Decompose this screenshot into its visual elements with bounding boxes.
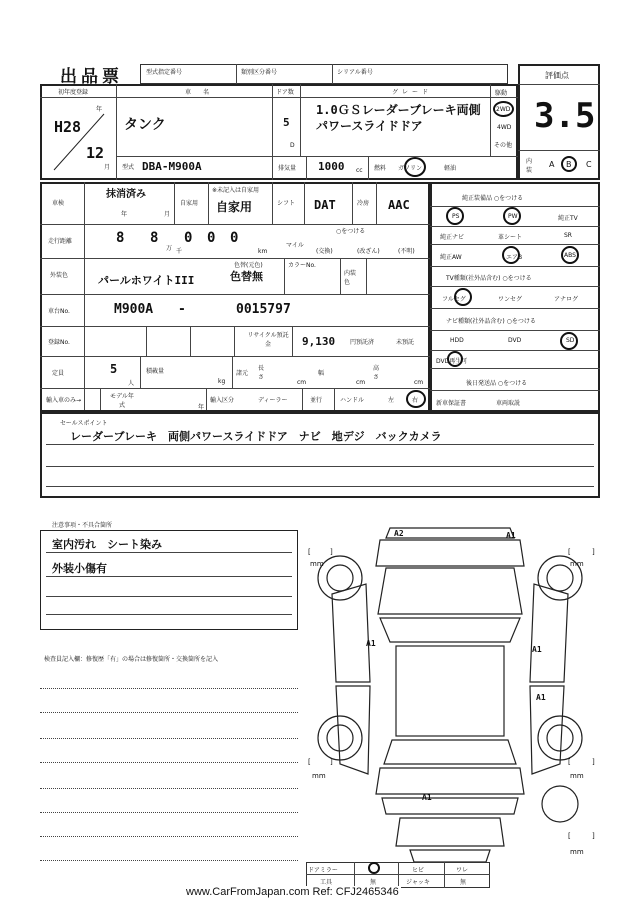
drive-2wd-circle bbox=[493, 101, 514, 117]
svg-text:[: [ bbox=[568, 548, 571, 556]
chassis-label: 車台No. bbox=[48, 308, 70, 315]
footer-watermark[interactable]: www.CarFromJapan.com Ref: CFJ2465346 bbox=[186, 886, 399, 898]
equip-pw-circle bbox=[503, 207, 521, 225]
car-name: タンク bbox=[124, 117, 166, 133]
capacity-unit: 人 bbox=[128, 380, 135, 387]
doors-value: 5 bbox=[283, 116, 290, 129]
mileage-unknown: (不明) bbox=[398, 248, 415, 255]
svg-text:mm: mm bbox=[310, 560, 324, 568]
fuel-diesel: 軽油 bbox=[444, 165, 457, 172]
shift-value: DAT bbox=[314, 198, 336, 212]
crack-label: ヒビ bbox=[412, 867, 425, 874]
equip-ps-circle bbox=[446, 207, 464, 225]
sales-points-text: レーダーブレーキ 両側パワースライドドア ナビ 地デジ バックカメラ bbox=[70, 430, 442, 443]
insp-year-unit: 年 bbox=[121, 211, 128, 218]
recycle-value: 9,130 bbox=[302, 335, 336, 348]
damage-a1-right: A1 bbox=[532, 645, 542, 654]
door-mirror-circle bbox=[368, 862, 380, 874]
svg-text:]: ] bbox=[330, 758, 333, 766]
mileage-label: 走行距離 bbox=[48, 238, 73, 245]
sales-points-label: セールスポイント bbox=[60, 420, 108, 427]
drive-label: 駆動 bbox=[495, 90, 508, 97]
equip-aw: 純正AW bbox=[440, 254, 462, 261]
jack-none: 無 bbox=[460, 879, 467, 886]
handle-label: ハンドル bbox=[340, 397, 365, 404]
inspection-value: 抹消済み bbox=[106, 189, 146, 200]
svg-text:[: [ bbox=[308, 758, 311, 766]
specs-block bbox=[40, 182, 430, 412]
width-label: 幅 bbox=[318, 370, 325, 377]
equip-leather: 革シート bbox=[498, 234, 523, 241]
interior-c: C bbox=[586, 160, 592, 169]
month-unit: 月 bbox=[104, 164, 111, 171]
import-parallel: 並行 bbox=[310, 397, 323, 404]
fuel-gasoline: ガソリン bbox=[398, 165, 423, 172]
model-year-label: モデル年式 bbox=[110, 393, 134, 409]
doors-unit: D bbox=[290, 142, 295, 149]
grade-label: グレード bbox=[392, 89, 433, 96]
repaint-label: 色替(元色) bbox=[234, 262, 263, 269]
displacement-unit: cc bbox=[356, 167, 363, 174]
car-name-label: 車名 bbox=[185, 89, 222, 96]
color-no-label: カラーNo. bbox=[288, 262, 316, 269]
import-year-unit: 年 bbox=[198, 404, 205, 411]
later-manual: 車両取説 bbox=[496, 400, 521, 407]
equip-airbag: エアB bbox=[506, 254, 523, 261]
svg-text:[: [ bbox=[568, 832, 571, 840]
damage-a2: A2 bbox=[394, 529, 404, 538]
grade-value: 1.0ＧＳレーダーブレーキ両側パワースライドドア bbox=[316, 103, 481, 133]
interior-label: 内装 bbox=[526, 158, 533, 174]
interior-a: A bbox=[549, 160, 555, 169]
id-strip bbox=[140, 64, 508, 84]
color-value: パールホワイトIII bbox=[98, 274, 195, 287]
break-label: ワレ bbox=[456, 867, 469, 874]
equip-airbag-circle bbox=[502, 246, 523, 264]
drive-2wd: 2WD bbox=[496, 106, 511, 113]
capacity-value: 5 bbox=[110, 362, 118, 376]
page-title: 出品票 bbox=[60, 67, 123, 87]
tv-title: TV種類(社外品含む) ○をつける bbox=[446, 275, 532, 282]
interior-b: B bbox=[566, 160, 572, 169]
mileage-exchange: (交換) bbox=[316, 248, 333, 255]
load-unit: kg bbox=[218, 378, 226, 385]
model-value: DBA-M900A bbox=[142, 160, 202, 173]
recycle-paid: 円預託済 bbox=[350, 339, 375, 346]
inspection-label: 車検 bbox=[52, 200, 65, 207]
svg-text:[: [ bbox=[568, 758, 571, 766]
mileage-d5: 0 bbox=[230, 230, 239, 246]
score-label: 評価点 bbox=[545, 71, 569, 80]
first-reg-label: 初年度登録 bbox=[58, 89, 89, 96]
later-title: 後日発送品 ○をつける bbox=[466, 380, 528, 387]
tv-analog: アナログ bbox=[554, 296, 579, 303]
displacement-value: 1000 bbox=[318, 160, 345, 173]
interior-b-circle bbox=[561, 156, 577, 172]
mile-label: マイル bbox=[286, 242, 304, 249]
import-label: 輸入車のみ→ bbox=[46, 397, 82, 404]
length-cm: cm bbox=[297, 379, 307, 386]
equip-pw: PW bbox=[508, 213, 518, 220]
mileage-d3: 0 bbox=[184, 230, 193, 246]
height-cm: cm bbox=[414, 379, 424, 386]
mileage-d4: 0 bbox=[207, 230, 216, 246]
model-label: 型式 bbox=[122, 164, 135, 171]
navi-title: ナビ種類(社外品含む) ○をつける bbox=[446, 318, 536, 325]
svg-text:]: ] bbox=[592, 832, 595, 840]
load-label: 積載量 bbox=[146, 368, 165, 375]
damage-a1-rear: A1 bbox=[422, 793, 432, 802]
notes-label: 注意事項・不具合箇所 bbox=[52, 522, 113, 529]
width-cm: cm bbox=[356, 379, 366, 386]
svg-text:mm: mm bbox=[570, 560, 584, 568]
repaint-value: 色替無 bbox=[230, 270, 263, 283]
tv-fullseg: フルセグ bbox=[442, 296, 466, 303]
chassis-number: 0015797 bbox=[236, 302, 291, 317]
equip-navi: 純正ナビ bbox=[440, 234, 465, 241]
handle-right-circle bbox=[406, 390, 426, 408]
category-label: 類別区分番号 bbox=[241, 69, 278, 76]
car-damage-diagram bbox=[300, 514, 600, 894]
inspector-label: 検査員記入欄：修復歴「有」の場合は修復箇所・交換箇所を記入 bbox=[44, 656, 219, 663]
recycle-unpaid: 未預託 bbox=[396, 339, 415, 346]
recycle-label: リサイクル預託金 bbox=[247, 332, 289, 348]
import-dealer: ディーラー bbox=[258, 397, 288, 404]
handle-left: 左 bbox=[388, 397, 395, 404]
tool-label: 工具 bbox=[320, 879, 333, 886]
equip-abs-circle bbox=[561, 246, 579, 264]
mileage-circle-note: ○をつける bbox=[336, 228, 366, 235]
svg-text:mm: mm bbox=[570, 772, 584, 780]
chassis-prefix: M900A bbox=[114, 302, 154, 317]
tv-oneseg: ワンセグ bbox=[498, 296, 523, 303]
svg-text:]: ] bbox=[592, 758, 595, 766]
usage-label: 自家用 bbox=[180, 200, 199, 207]
svg-text:]: ] bbox=[592, 548, 595, 556]
interior-color-label: 内装色 bbox=[344, 270, 357, 286]
drive-other: その他 bbox=[494, 142, 513, 149]
navi-hdd: HDD bbox=[450, 337, 464, 344]
dvd-playback: DVD再生可 bbox=[436, 358, 468, 365]
navi-sd: SD bbox=[566, 337, 575, 344]
serial-label: シリアル番号 bbox=[337, 69, 373, 76]
jack-label: ジャッキ bbox=[406, 879, 430, 886]
year-unit: 年 bbox=[96, 106, 103, 113]
import-type-label: 輸入区分 bbox=[210, 397, 235, 404]
dims-label: 諸元 bbox=[236, 370, 249, 377]
later-warranty: 新車保証書 bbox=[436, 400, 467, 407]
damage-a1-right-rear: A1 bbox=[536, 693, 546, 702]
model-designation-label: 型式指定番号 bbox=[146, 69, 183, 76]
equip-ps: PS bbox=[452, 213, 460, 220]
navi-dvd: DVD bbox=[508, 337, 522, 344]
height-label: 高さ bbox=[373, 365, 380, 381]
mileage-km: km bbox=[258, 248, 268, 255]
equip-abs: ABS bbox=[564, 252, 576, 259]
svg-text:]: ] bbox=[330, 548, 333, 556]
insp-month-unit: 月 bbox=[164, 211, 171, 218]
usage-note: ※未記入は自家用 bbox=[212, 187, 260, 194]
shift-label: シフト bbox=[277, 200, 296, 207]
drive-4wd: 4WD bbox=[497, 124, 512, 131]
handle-right: 右 bbox=[412, 397, 419, 404]
ac-value: AAC bbox=[388, 198, 410, 212]
door-mirror-label: ドアミラー bbox=[308, 867, 338, 874]
reg-year: H28 bbox=[54, 118, 82, 136]
navi-sd-circle bbox=[560, 332, 578, 350]
notes-line1: 室内汚れ シート染み bbox=[52, 538, 162, 551]
notes-line2: 外装小傷有 bbox=[52, 562, 107, 575]
svg-text:[: [ bbox=[308, 548, 311, 556]
doors-label: ドア数 bbox=[276, 89, 294, 96]
ac-label: 冷房 bbox=[357, 200, 370, 207]
equip-sr: SR bbox=[564, 232, 572, 239]
svg-text:mm: mm bbox=[570, 848, 584, 856]
capacity-label: 定員 bbox=[52, 370, 65, 377]
svg-text:mm: mm bbox=[312, 772, 326, 780]
length-label: 長さ bbox=[258, 365, 265, 381]
mileage-sen: 千 bbox=[176, 248, 183, 255]
chassis-dash: - bbox=[178, 302, 186, 317]
registration-label: 登録No. bbox=[48, 339, 70, 346]
fuel-circle bbox=[404, 157, 426, 177]
dvd-playback-circle bbox=[447, 351, 463, 367]
equipment-title: 純正装備品 ○をつける bbox=[462, 195, 524, 202]
usage-value: 自家用 bbox=[216, 200, 253, 214]
fuel-label: 燃料 bbox=[374, 165, 387, 172]
color-label: 外装色 bbox=[50, 272, 69, 279]
mileage-man: 万 bbox=[166, 245, 173, 252]
equip-tv: 純正TV bbox=[558, 215, 578, 222]
damage-a1-left: A1 bbox=[366, 639, 376, 648]
tv-fullseg-circle bbox=[454, 288, 472, 306]
reg-month: 12 bbox=[86, 144, 105, 162]
tool-none: 無 bbox=[370, 879, 377, 886]
mileage-modified: (改ざん) bbox=[357, 248, 380, 255]
damage-a1-front: A1 bbox=[506, 531, 516, 540]
mileage-d1: 8 bbox=[116, 230, 125, 246]
mileage-d2: 8 bbox=[150, 230, 159, 246]
score-value: 3.5 bbox=[534, 96, 596, 136]
displacement-label: 排気量 bbox=[278, 165, 297, 172]
